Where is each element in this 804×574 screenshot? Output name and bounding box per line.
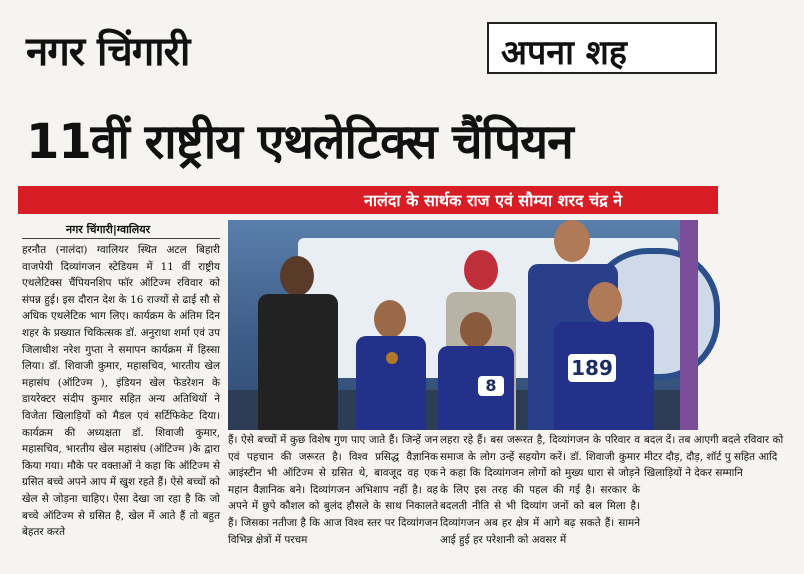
person-torso	[356, 336, 426, 430]
section-title: अपना शह	[501, 33, 627, 73]
person-official-1	[258, 256, 338, 430]
adjacent-photo-edge	[680, 220, 698, 430]
subheadline-bar	[18, 186, 718, 214]
article-column-4	[644, 432, 784, 574]
column-2-text: हैं। ऐसे बच्चों में कुछ विशेष गुण पाए जाते हैं। जिन्हें जन एवं पहचान की जरूरत है। विश्व प्रसिद्ध वैज्ञानिक आइंस्टीन भी ऑटिज्म से ग्रसित थे, बावजूद वह एक महान वैज्ञानिक बने। दिव्यांगजन अभिशाप नहीं है। वह अपने में छुपे कौशल को बुलंद हौसले के साथ निकालते हैं। जिसका नतीजा है कि आज विश्व स्तर पर दिव्यांगजन विभिन्न क्षेत्रों में परचम	[228, 434, 438, 546]
person-head	[588, 282, 622, 322]
newspaper-name: नगर चिंगारी	[26, 29, 190, 75]
article-column-3	[440, 432, 640, 574]
article-column-2	[228, 432, 438, 574]
headline: 11वीं राष्ट्रीय एथलेटिक्स चैंपियन	[26, 114, 573, 170]
dateline: नगर चिंगारी|ग्वालियर	[22, 222, 220, 239]
article-column-1	[22, 222, 220, 572]
news-photo	[228, 220, 698, 430]
person-athlete-2	[438, 312, 514, 430]
race-bib: 189	[568, 354, 616, 382]
person-head	[464, 250, 498, 290]
person-athlete-3	[554, 282, 654, 430]
column-4-text: बदल दें। तब आएगी बदले रविवार को मीटर दौड़, दौड़, शॉर्ट पु सहित आदि खिलाड़ियों ने देकर सम्मानि	[644, 434, 784, 480]
person-head	[374, 300, 406, 338]
column-3-text: लहरा रहे हैं। बस जरूरत है, दिव्यांगजन के परिवार व समाज के लोग उन्हें सहयोग करें। डॉ. शिवाजी कुमार ने कहा कि दिव्यांगजन लोगों को मुख्य धारा से जोड़ने के लिए इस तरह की पहल की गई है। सरकार के बदलती नीति से भी दिव्यांग जनों को बल मिला है। दिव्यांगजन अब हर क्षेत्र में आगे बढ़ सकते हैं। सामने आई हुई हर परेशानी को अवसर में	[440, 434, 640, 546]
masthead	[0, 0, 698, 100]
subheadline: नालंदा के सार्थक राज एवं सौम्या शरद चंद्र ने	[364, 191, 623, 210]
person-head	[460, 312, 492, 348]
person-head	[554, 220, 590, 262]
person-head	[280, 256, 314, 296]
person-athlete-1	[356, 300, 426, 430]
column-1-text: हरनौत (नालंदा) ग्वालियर स्थित अटल बिहारी वाजपेयी दिव्यांगजन स्टेडियम में 11 वीं राष्ट्रीय एथलेटिक्स चैंपियनशिप फॉर ऑटिज्म रविवार को संपन्न हुई। इस दौरान देश के 16 राज्यों से ढाई सौ से अधिक एथलेटिक भाग लिए। कार्यक्रम के अंतिम दिन शहर के प्रख्यात चिकित्सक डॉ. अनुराधा शर्मा एवं उप जिलाधीश नरेश गुप्ता ने समापन कार्यक्रम में हिस्सा लिया। डॉ. शिवाजी कुमार, महासचिव, भारतीय खेल महासंघ (ऑटिज्म ), इंडियन खेल फेडरेशन के डायरेक्टर संदीप कुमार सहित अन्य अतिथियों ने विजेता खिलाड़ियों को मैडल एवं सर्टिफिकेट दिया। कार्यक्रम की अध्यक्षता डॉ. शिवाजी कुमार, महासचिव, भारतीय खेल महासंघ (ऑटिज्म )के द्वारा किया गया। मौके पर वक्ताओं ने कहा कि ऑटिज्म से ग्रसित बच्चे अपने आप में खुश रहते हैं। ऐसे बच्चों को खेल से जोड़ना चाहिए। ऐसा देखा जा रहा है कि जो बच्चे ऑटिज्म से ग्रसित है, खेल में आते हैं तो बहुत बेहतर करते	[22, 244, 220, 539]
race-bib: 8	[478, 376, 504, 396]
medal	[386, 352, 398, 364]
section-title-box	[487, 22, 717, 74]
person-torso	[258, 294, 338, 430]
